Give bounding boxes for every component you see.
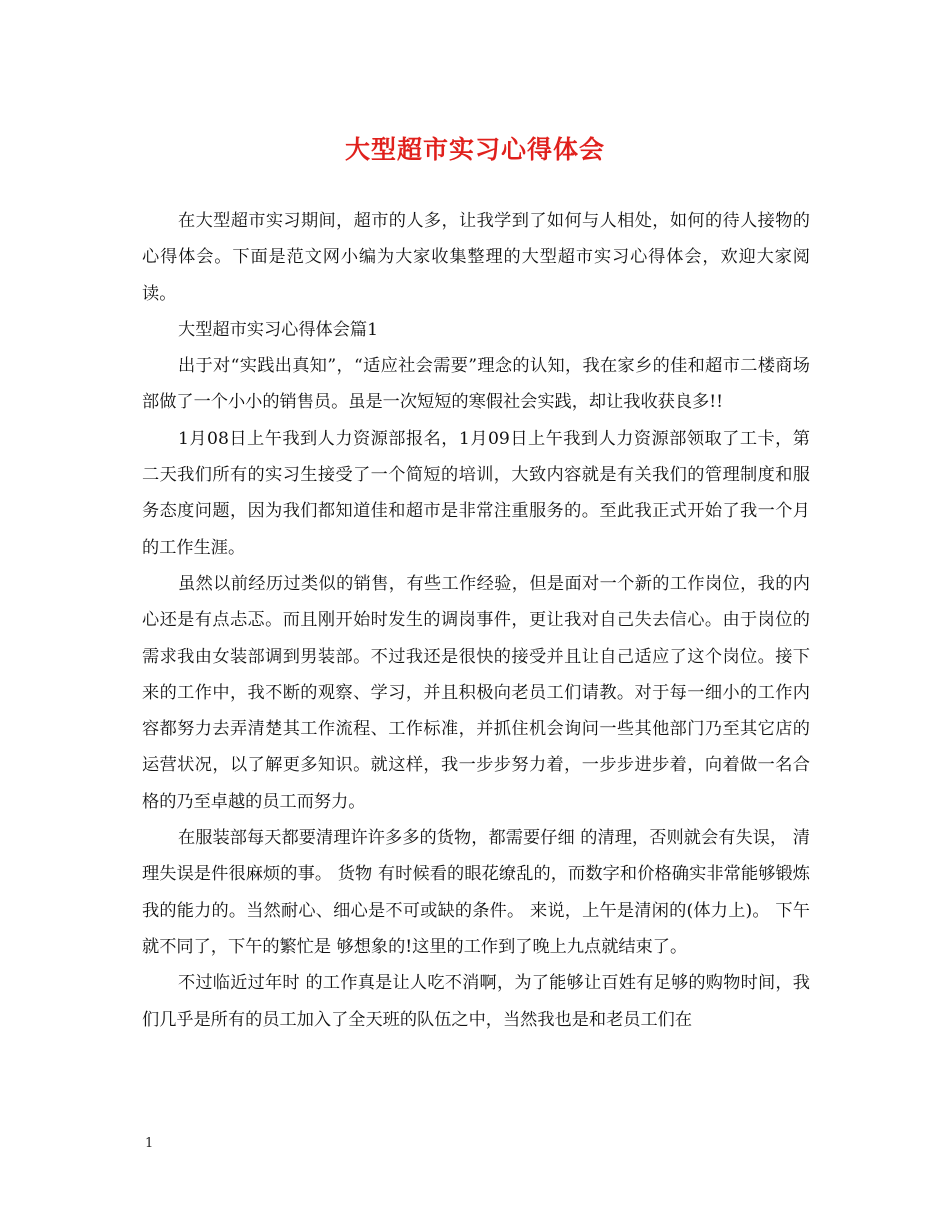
paragraph-5: 不过临近过年时 的工作真是让人吃不消啊，为了能够让百姓有足够的购物时间，我们几乎是所有的员工加入了全天班的队伍之中，当然我也是和老员工们在: [142, 973, 810, 1030]
paragraph-4: 在服装部每天都要清理许许多多的货物，都需要仔细 的清理，否则就会有失误， 清理失误是件很麻烦的事。 货物 有时候看的眼花缭乱的，而数字和价格确实非常能够锻炼我的能力的。当然耐心、细心是不可或缺的条件。 来说，上午是清闲的(体力上)。 下午就不同了，下午的繁忙是 够想象的!这里的工作到了晚上九点就结束了。: [142, 828, 810, 957]
paragraph-2: 1月08日上午我到人力资源部报名，1月09日上午我到人力资源部领取了工卡，第二天我们所有的实习生接受了一个简短的培训，大致内容就是有关我们的管理制度和服务态度问题，因为我们都知道佳和超市是非常注重服务的。至此我正式开始了我一个月的工作生涯。: [142, 428, 810, 558]
paragraph-3: 虽然以前经历过类似的销售，有些工作经验，但是面对一个新的工作岗位，我的内心还是有点忐忑。而且刚开始时发生的调岗事件，更让我对自己失去信心。由于岗位的需求我由女装部调到男装部。不过我还是很快的接受并且让自己适应了这个岗位。接下来的工作中，我不断的观察、学习，并且积极向老员工们请教。对于每一细小的工作内容都努力去弄清楚其工作流程、工作标准，并抓住机会询问一些其他部门乃至其它店的运营状况，以了解更多知识。就这样，我一步步努力着，一步步进步着，向着做一名合格的乃至卓越的员工而努力。: [142, 573, 810, 812]
section-heading: 大型超市实习心得体会篇1: [178, 319, 378, 340]
paragraph-1: 出于对“实践出真知”，“适应社会需要”理念的认知，我在家乡的佳和超市二楼商场部做了一个小小的销售员。虽是一次短短的寒假社会实践，却让我收获良多!!: [142, 356, 810, 413]
document-body: [142, 203, 810, 1038]
paragraph-intro: 在大型超市实习期间，超市的人多，让我学到了如何与人相处，如何的待人接物的心得体会。下面是范文网小编为大家收集整理的大型超市实习心得体会，欢迎大家阅读。: [142, 211, 810, 304]
page-number: 1: [145, 1136, 154, 1151]
document-title: 大型超市实习心得体会: [344, 135, 605, 164]
